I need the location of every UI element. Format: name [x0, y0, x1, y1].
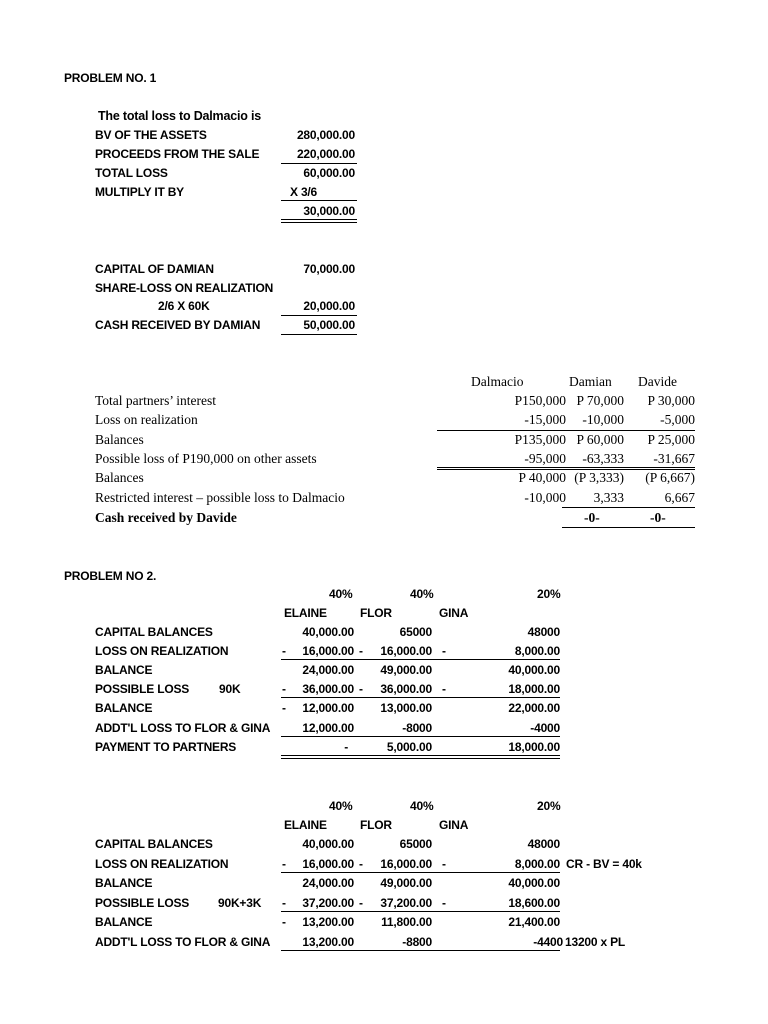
row-label: PAYMENT TO PARTNERS: [95, 740, 237, 754]
minus-sign: -: [282, 857, 286, 871]
cell-davide: 6,667: [664, 490, 695, 505]
cell-dalmacio: P 40,000: [518, 470, 566, 485]
cell-dalmacio: -10,000: [524, 490, 566, 505]
minus-sign: -: [442, 857, 446, 871]
header-dalmacio: Dalmacio: [471, 374, 524, 389]
row-label: CAPITAL BALANCES: [95, 625, 213, 639]
cell-elaine: 16,000.00: [302, 857, 354, 871]
cell-gina: 18,000.00: [508, 682, 560, 696]
cell-davide: -31,667: [653, 451, 695, 466]
pct-elaine: 40%: [329, 587, 353, 601]
multiply-label: MULTIPLY IT BY: [95, 185, 184, 199]
row-label: Balances: [95, 432, 144, 447]
cell-damian: -0-: [584, 510, 600, 525]
cell-gina: 18,600.00: [508, 896, 560, 910]
cell-damian: -63,333: [582, 451, 624, 466]
cell-elaine: -: [344, 740, 348, 754]
pct-flor: 40%: [410, 799, 434, 813]
minus-sign: -: [282, 701, 286, 715]
cell-dalmacio: P135,000: [514, 432, 566, 447]
cell-flor: 49,000.00: [380, 876, 432, 890]
cell-damian: P 60,000: [576, 432, 624, 447]
share-loss-label: SHARE-LOSS ON REALIZATION: [95, 281, 274, 295]
row-extra: 90K: [219, 682, 241, 696]
cell-gina: -4000: [530, 721, 560, 735]
cell-davide: (P 6,667): [645, 470, 695, 485]
name-gina: GINA: [439, 606, 469, 620]
divider: [562, 507, 695, 508]
cell-gina: 40,000.00: [508, 663, 560, 677]
side-note: CR - BV = 40k: [566, 857, 642, 871]
cash-damian-value: 50,000.00: [303, 318, 355, 332]
divider: [281, 950, 560, 951]
cell-flor: -8000: [402, 721, 432, 735]
bv-assets-label: BV OF THE ASSETS: [95, 128, 207, 142]
cell-flor: 37,200.00: [380, 896, 432, 910]
pct-gina: 20%: [537, 587, 561, 601]
row-label: BALANCE: [95, 876, 153, 890]
row-label: Cash received by Davide: [95, 510, 237, 525]
double-underline: [281, 222, 357, 223]
divider: [281, 872, 560, 873]
cell-elaine: 16,000.00: [302, 644, 354, 658]
minus-sign: -: [442, 682, 446, 696]
divider: [281, 200, 357, 201]
cell-damian: P 70,000: [576, 393, 624, 408]
row-label: ADDT'L LOSS TO FLOR & GINA: [95, 721, 271, 735]
cell-flor: 16,000.00: [380, 644, 432, 658]
cell-gina: 8,000.00: [514, 857, 560, 871]
divider: [281, 736, 560, 737]
row-label: Possible loss of P190,000 on other assets: [95, 451, 317, 466]
row-label: BALANCE: [95, 701, 153, 715]
multiply-value: X 3/6: [290, 185, 318, 199]
cell-gina: 21,400.00: [508, 915, 560, 929]
cell-elaine: 12,000.00: [302, 701, 354, 715]
problem1-intro: The total loss to Dalmacio is: [98, 109, 261, 123]
capital-damian-value: 70,000.00: [303, 262, 355, 276]
cell-elaine: 24,000.00: [302, 876, 354, 890]
cell-elaine: 13,200.00: [302, 935, 354, 949]
minus-sign: -: [282, 644, 286, 658]
cell-elaine: 24,000.00: [302, 663, 354, 677]
cell-dalmacio: -95,000: [524, 451, 566, 466]
row-label: Total partners’ interest: [95, 393, 217, 408]
double-underline: [281, 758, 560, 759]
cell-gina: 22,000.00: [508, 701, 560, 715]
cell-dalmacio: P150,000: [514, 393, 566, 408]
pct-flor: 40%: [410, 587, 434, 601]
divider: [437, 430, 695, 431]
cell-elaine: 12,000.00: [302, 721, 354, 735]
cell-davide: P 30,000: [647, 393, 695, 408]
cell-elaine: 36,000.00: [302, 682, 354, 696]
divider: [281, 163, 357, 164]
row-label: POSSIBLE LOSS: [95, 896, 190, 910]
minus-sign: -: [282, 682, 286, 696]
cell-flor: 65000: [399, 837, 432, 851]
cash-damian-label: CASH RECEIVED BY DAMIAN: [95, 318, 261, 332]
cell-elaine: 40,000.00: [302, 625, 354, 639]
cell-elaine: 40,000.00: [302, 837, 354, 851]
cell-flor: 11,800.00: [381, 915, 432, 929]
minus-sign: -: [442, 896, 446, 910]
row-label: BALANCE: [95, 663, 153, 677]
minus-sign: -: [282, 896, 286, 910]
cell-davide: -0-: [650, 510, 666, 525]
name-flor: FLOR: [360, 606, 392, 620]
pct-gina: 20%: [537, 799, 561, 813]
name-flor: FLOR: [360, 818, 392, 832]
cell-gina: 48000: [527, 625, 560, 639]
cell-gina: 8,000.00: [514, 644, 560, 658]
cell-flor: 36,000.00: [380, 682, 432, 696]
row-label: LOSS ON REALIZATION: [95, 857, 229, 871]
row-label: LOSS ON REALIZATION: [95, 644, 229, 658]
cell-flor: 13,000.00: [380, 701, 432, 715]
loss-result: 30,000.00: [303, 204, 355, 218]
header-damian: Damian: [569, 374, 612, 389]
capital-damian-label: CAPITAL OF DAMIAN: [95, 262, 214, 276]
row-label: Loss on realization: [95, 412, 198, 427]
double-underline: [281, 334, 357, 335]
cell-elaine: 37,200.00: [302, 896, 354, 910]
minus-sign: -: [359, 644, 363, 658]
name-elaine: ELAINE: [284, 606, 327, 620]
cell-flor: 16,000.00: [380, 857, 432, 871]
cell-davide: -5,000: [660, 412, 695, 427]
total-loss-label: TOTAL LOSS: [95, 166, 168, 180]
problem2-title: PROBLEM NO 2.: [64, 569, 157, 583]
cell-damian: (P 3,333): [574, 470, 624, 485]
cell-flor: 49,000.00: [380, 663, 432, 677]
minus-sign: -: [282, 915, 286, 929]
share-calc-value: 20,000.00: [303, 299, 355, 313]
cell-flor: -8800: [402, 935, 432, 949]
cell-flor: 65000: [399, 625, 432, 639]
divider: [562, 527, 695, 528]
row-label: Balances: [95, 470, 144, 485]
double-underline: [281, 755, 560, 756]
cell-davide: P 25,000: [647, 432, 695, 447]
row-label: POSSIBLE LOSS: [95, 682, 190, 696]
cell-gina: 18,000.00: [508, 740, 560, 754]
share-calc-label: 2/6 X 60K: [158, 299, 210, 313]
row-label: Restricted interest – possible loss to Dalmacio: [95, 490, 345, 505]
divider: [281, 659, 560, 660]
problem1-title: PROBLEM NO. 1: [64, 71, 157, 85]
row-label: BALANCE: [95, 915, 153, 929]
side-note: 13200 x PL: [565, 935, 626, 949]
name-gina: GINA: [439, 818, 469, 832]
divider: [281, 911, 560, 912]
divider: [437, 467, 695, 468]
proceeds-value: 220,000.00: [296, 147, 355, 161]
double-underline: [281, 219, 357, 220]
bv-assets-value: 280,000.00: [296, 128, 355, 142]
minus-sign: -: [359, 896, 363, 910]
cell-flor: 5,000.00: [386, 740, 432, 754]
cell-damian: 3,333: [593, 490, 624, 505]
cell-dalmacio: -15,000: [524, 412, 566, 427]
cell-gina: -4400: [533, 935, 563, 949]
row-label: CAPITAL BALANCES: [95, 837, 213, 851]
proceeds-label: PROCEEDS FROM THE SALE: [95, 147, 260, 161]
row-label: ADDT'L LOSS TO FLOR & GINA: [95, 935, 271, 949]
pct-elaine: 40%: [329, 799, 353, 813]
total-loss-value: 60,000.00: [303, 166, 355, 180]
cell-gina: 48000: [527, 837, 560, 851]
row-extra: 90K+3K: [218, 896, 262, 910]
minus-sign: -: [359, 682, 363, 696]
minus-sign: -: [359, 857, 363, 871]
cell-gina: 40,000.00: [508, 876, 560, 890]
minus-sign: -: [442, 644, 446, 658]
cell-damian: -10,000: [582, 412, 624, 427]
header-davide: Davide: [638, 374, 677, 389]
divider: [281, 315, 357, 316]
name-elaine: ELAINE: [284, 818, 327, 832]
cell-elaine: 13,200.00: [302, 915, 354, 929]
divider: [281, 697, 560, 698]
